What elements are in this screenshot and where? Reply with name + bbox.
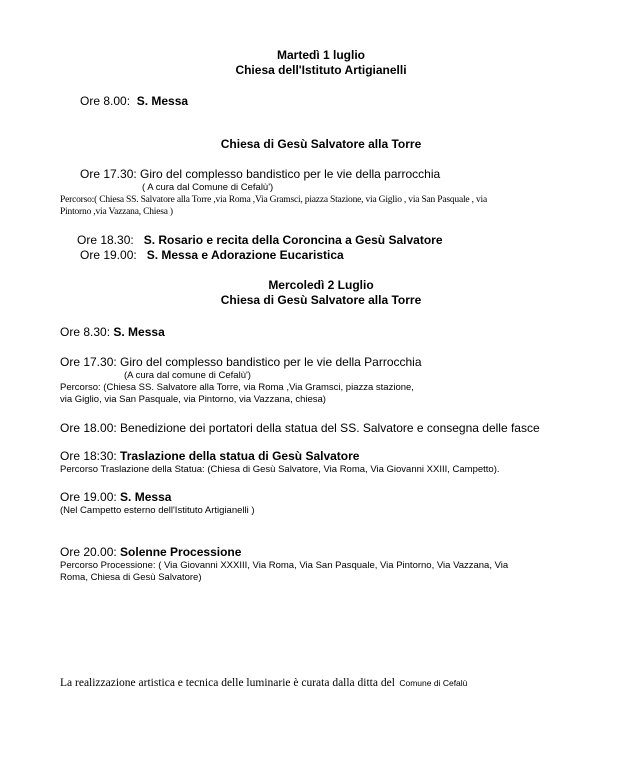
day2-header-date: Mercoledì 2 Luglio: [268, 278, 374, 292]
day1-rosary-time: Ore 18.30:: [77, 233, 134, 247]
day1-route-line1: Percorso:( Chiesa SS. Salvatore alla Torre ,via Roma ,Via Gramsci, piazza Stazione, via Giglio , via San Pasquale , via: [60, 195, 487, 205]
day2-mass2-label: S. Messa: [120, 490, 172, 504]
day2-route-line1: Percorso: (Chiesa SS. Salvatore alla Torre, via Roma ,Via Gramsci, piazza stazione,: [60, 382, 414, 393]
day2-mass-time: Ore 8.30:: [60, 325, 111, 339]
day2-procession-time: Ore 20.00:: [60, 545, 117, 559]
day2-procession-route2: Roma, Chiesa di Gesù Salvatore): [60, 572, 202, 583]
day2-transfer-time: Ore 18:30:: [60, 449, 117, 463]
day1-mass2-label: S. Messa e Adorazione Eucaristica: [146, 248, 344, 262]
day2-mass2-time: Ore 19.00:: [60, 490, 117, 504]
day2-mass2-line: [60, 490, 171, 504]
day2-procession-label: Solenne Processione: [120, 545, 242, 559]
day1-band-line: Ore 17.30: Giro del complesso bandistico per le vie della parrocchia: [80, 167, 441, 181]
day2-transfer-route: Percorso Traslazione della Statua: (Chiesa di Gesù Salvatore, Via Roma, Via Giovanni XXIII, Campetto).: [60, 464, 500, 475]
day1-mass-time: Ore 8.00:: [80, 94, 131, 108]
day1-rosary-line: [77, 233, 443, 247]
day1-mass2-line: [80, 248, 344, 262]
day1-band-note: ( A cura dal Comune di Cefalù'): [142, 182, 274, 193]
day1-church-heading: Chiesa di Gesù Salvatore alla Torre: [220, 137, 422, 151]
day2-band-line: Ore 17.30: Giro del complesso bandistico per le vie della Parrocchia: [60, 355, 422, 369]
day2-transfer-line: [60, 449, 359, 463]
footer-small: Comune di Cefalù: [399, 678, 468, 688]
day2-procession-route1: Percorso Processione: ( Via Giovanni XXXIII, Via Roma, Via San Pasquale, Via Pintorno, Via Vazzana, Via: [60, 560, 509, 571]
day2-mass-label: S. Messa: [113, 325, 165, 339]
day1-mass-label: S. Messa: [136, 94, 189, 108]
day2-blessing-line: Ore 18.00: Benedizione dei portatori della statua del SS. Salvatore e consegna delle fasce: [60, 421, 540, 435]
day2-mass2-note: (Nel Campetto esterno dell'Istituto Artigianelli ): [60, 505, 255, 516]
day2-transfer-label: Traslazione della statua di Gesù Salvatore: [120, 449, 360, 463]
footer-text: La realizzazione artistica e tecnica delle luminarie è curata dalla ditta del: [60, 677, 395, 689]
day1-rosary-label: S. Rosario e recita della Coroncina a Gesù Salvatore: [143, 233, 443, 247]
day2-header-place: Chiesa di Gesù Salvatore alla Torre: [220, 293, 422, 307]
footer-line: [60, 673, 467, 691]
day2-band-note: (A cura dal comune di Cefalù'): [124, 370, 251, 381]
day2-mass-line: [60, 325, 165, 339]
day1-route-line2: Pintorno ,via Vazzana, Chiesa ): [60, 207, 173, 217]
day2-route-line2: via Giglio, via San Pasquale, via Pintorno, via Vazzana, chiesa): [60, 394, 326, 405]
day1-header-date: Martedì 1 luglio: [276, 48, 365, 62]
day1-mass-line: [80, 94, 188, 108]
day1-mass2-time: Ore 19.00:: [80, 248, 137, 262]
day1-header-place: Chiesa dell'Istituto Artigianelli: [235, 63, 407, 77]
day2-procession-line: [60, 545, 241, 559]
